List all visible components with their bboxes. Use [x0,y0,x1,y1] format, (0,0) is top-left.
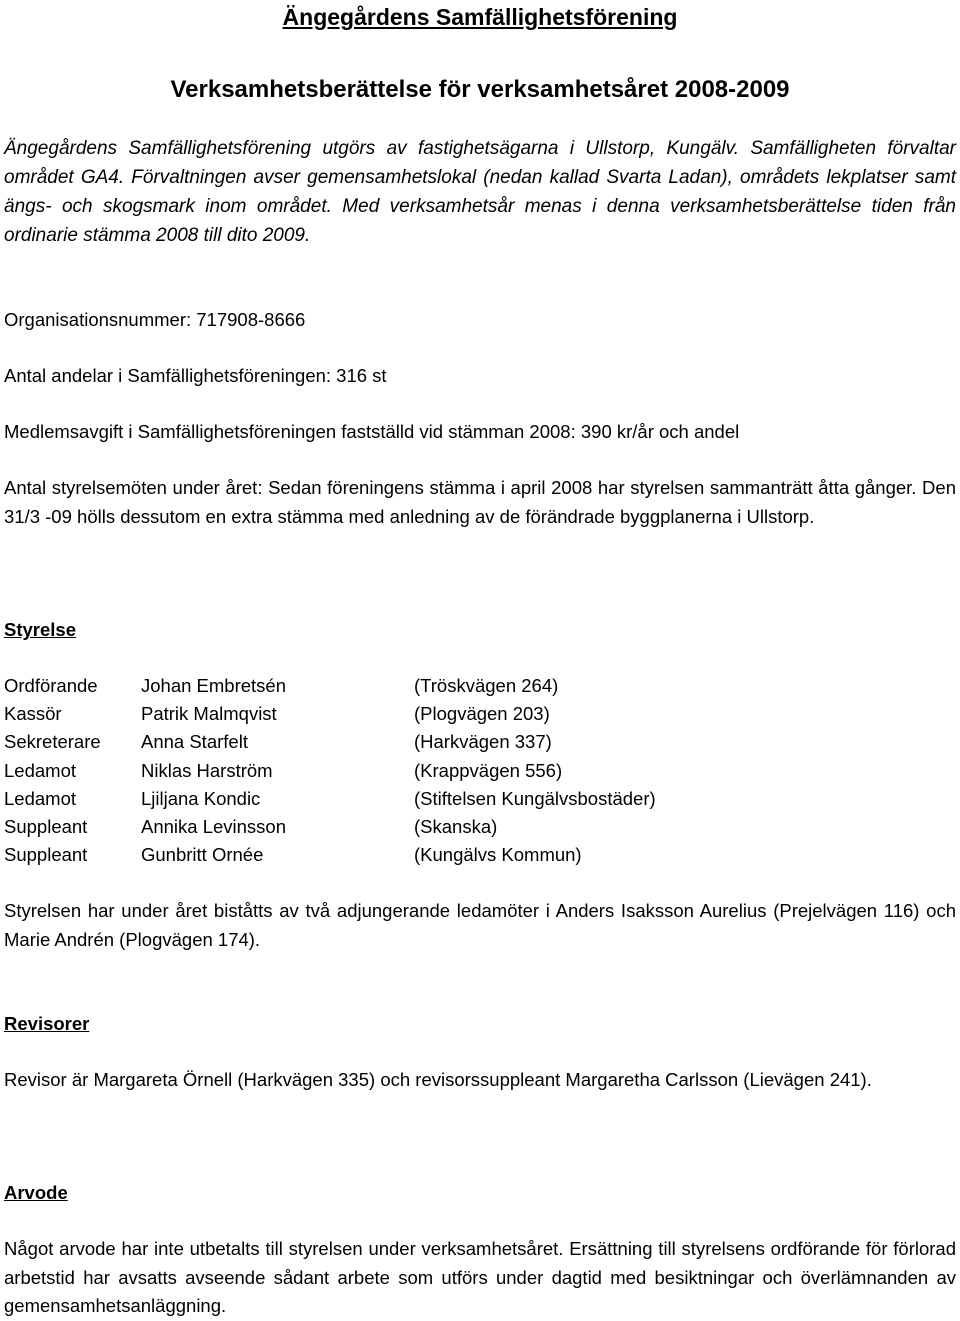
board-meetings-paragraph: Antal styrelsemöten under året: Sedan föreningens stämma i april 2008 har styrelsen sammanträtt åtta gånger. Den 31/3 -09 hölls dessutom en extra stämma med anledning av de förändrade byggplanerna i Ullstorp. [4,477,956,527]
board-heading: Styrelse [4,619,76,640]
member-address: (Kungälvs Kommun) [414,844,582,866]
member-name: Ljiljana Kondic [141,787,261,809]
member-address: (Skanska) [414,815,498,837]
document-subtitle: Verksamhetsberättelse för verksamhetsåret 2008-2009 [170,76,790,103]
member-role: Sekreterare [4,731,101,753]
member-role: Ledamot [4,787,76,809]
board-member-row [4,672,956,700]
member-role: Kassör [4,703,62,725]
board-member-row [4,841,956,869]
auditors-heading: Revisorer [4,1013,90,1034]
member-name: Anna Starfelt [141,731,248,753]
intro-paragraph: Ängegårdens Samfällighetsförening utgörs av fastighetsägarna i Ullstorp, Kungälv. Samfälligheten förvaltar området GA4. Förvaltningen avser gemensamhetslokal (nedan kallad Svarta Ladan), områdets lekplatser samt ängs- och skogsmark inom området. Med verksamhetsår menas i denna verksamhetsberättelse tiden från ordinarie stämma 2008 till dito 2009. [4,138,956,246]
member-name: Gunbritt Ornée [141,844,264,866]
auditors-paragraph: Revisor är Margareta Örnell (Harkvägen 335) och revisorssuppleant Margaretha Carlsson (Lievägen 241). [4,1069,872,1090]
member-address: (Tröskvägen 264) [414,675,559,696]
board-member-row [4,700,956,728]
org-number: Organisationsnummer: 717908-8666 [4,309,306,330]
compensation-heading: Arvode [4,1182,68,1203]
membership-fee: Medlemsavgift i Samfällighetsföreningen fastställd vid stämman 2008: 390 kr/år och andel [4,421,740,442]
member-role: Suppleant [4,815,88,837]
member-role: Ledamot [4,759,76,781]
board-member-row [4,785,956,813]
member-address: (Plogvägen 203) [414,703,550,725]
member-role: Suppleant [4,844,88,866]
member-name: Annika Levinsson [141,815,287,837]
board-member-row [4,757,956,785]
member-address: (Stiftelsen Kungälvsbostäder) [414,787,656,809]
member-address: (Harkvägen 337) [414,731,552,753]
board-member-row [4,728,956,756]
member-name: Johan Embretsén [141,675,287,696]
document-title: Ängegårdens Samfällighetsförening [282,4,678,30]
board-note-paragraph: Styrelsen har under året biståtts av två adjungerande ledamöter i Anders Isaksson Aurelius (Prejelvägen 116) och Marie Andrén (Plogvägen 174). [4,900,956,950]
member-address: (Krappvägen 556) [414,759,563,781]
member-name: Niklas Harström [141,759,273,781]
shares-count: Antal andelar i Samfällighetsföreningen: 316 st [4,365,387,386]
member-role: Ordförande [4,675,98,696]
compensation-paragraph: Något arvode har inte utbetalts till styrelsen under verksamhetsåret. Ersättning till styrelsens ordförande för förlorad arbetstid har avsatts avseende sådant arbete som utförs under dagtid med besiktningar och överlämnanden av gemensamhetsanläggning. [4,1238,956,1316]
board-member-row [4,813,956,841]
member-name: Patrik Malmqvist [141,703,277,725]
board-members-list [4,672,956,869]
